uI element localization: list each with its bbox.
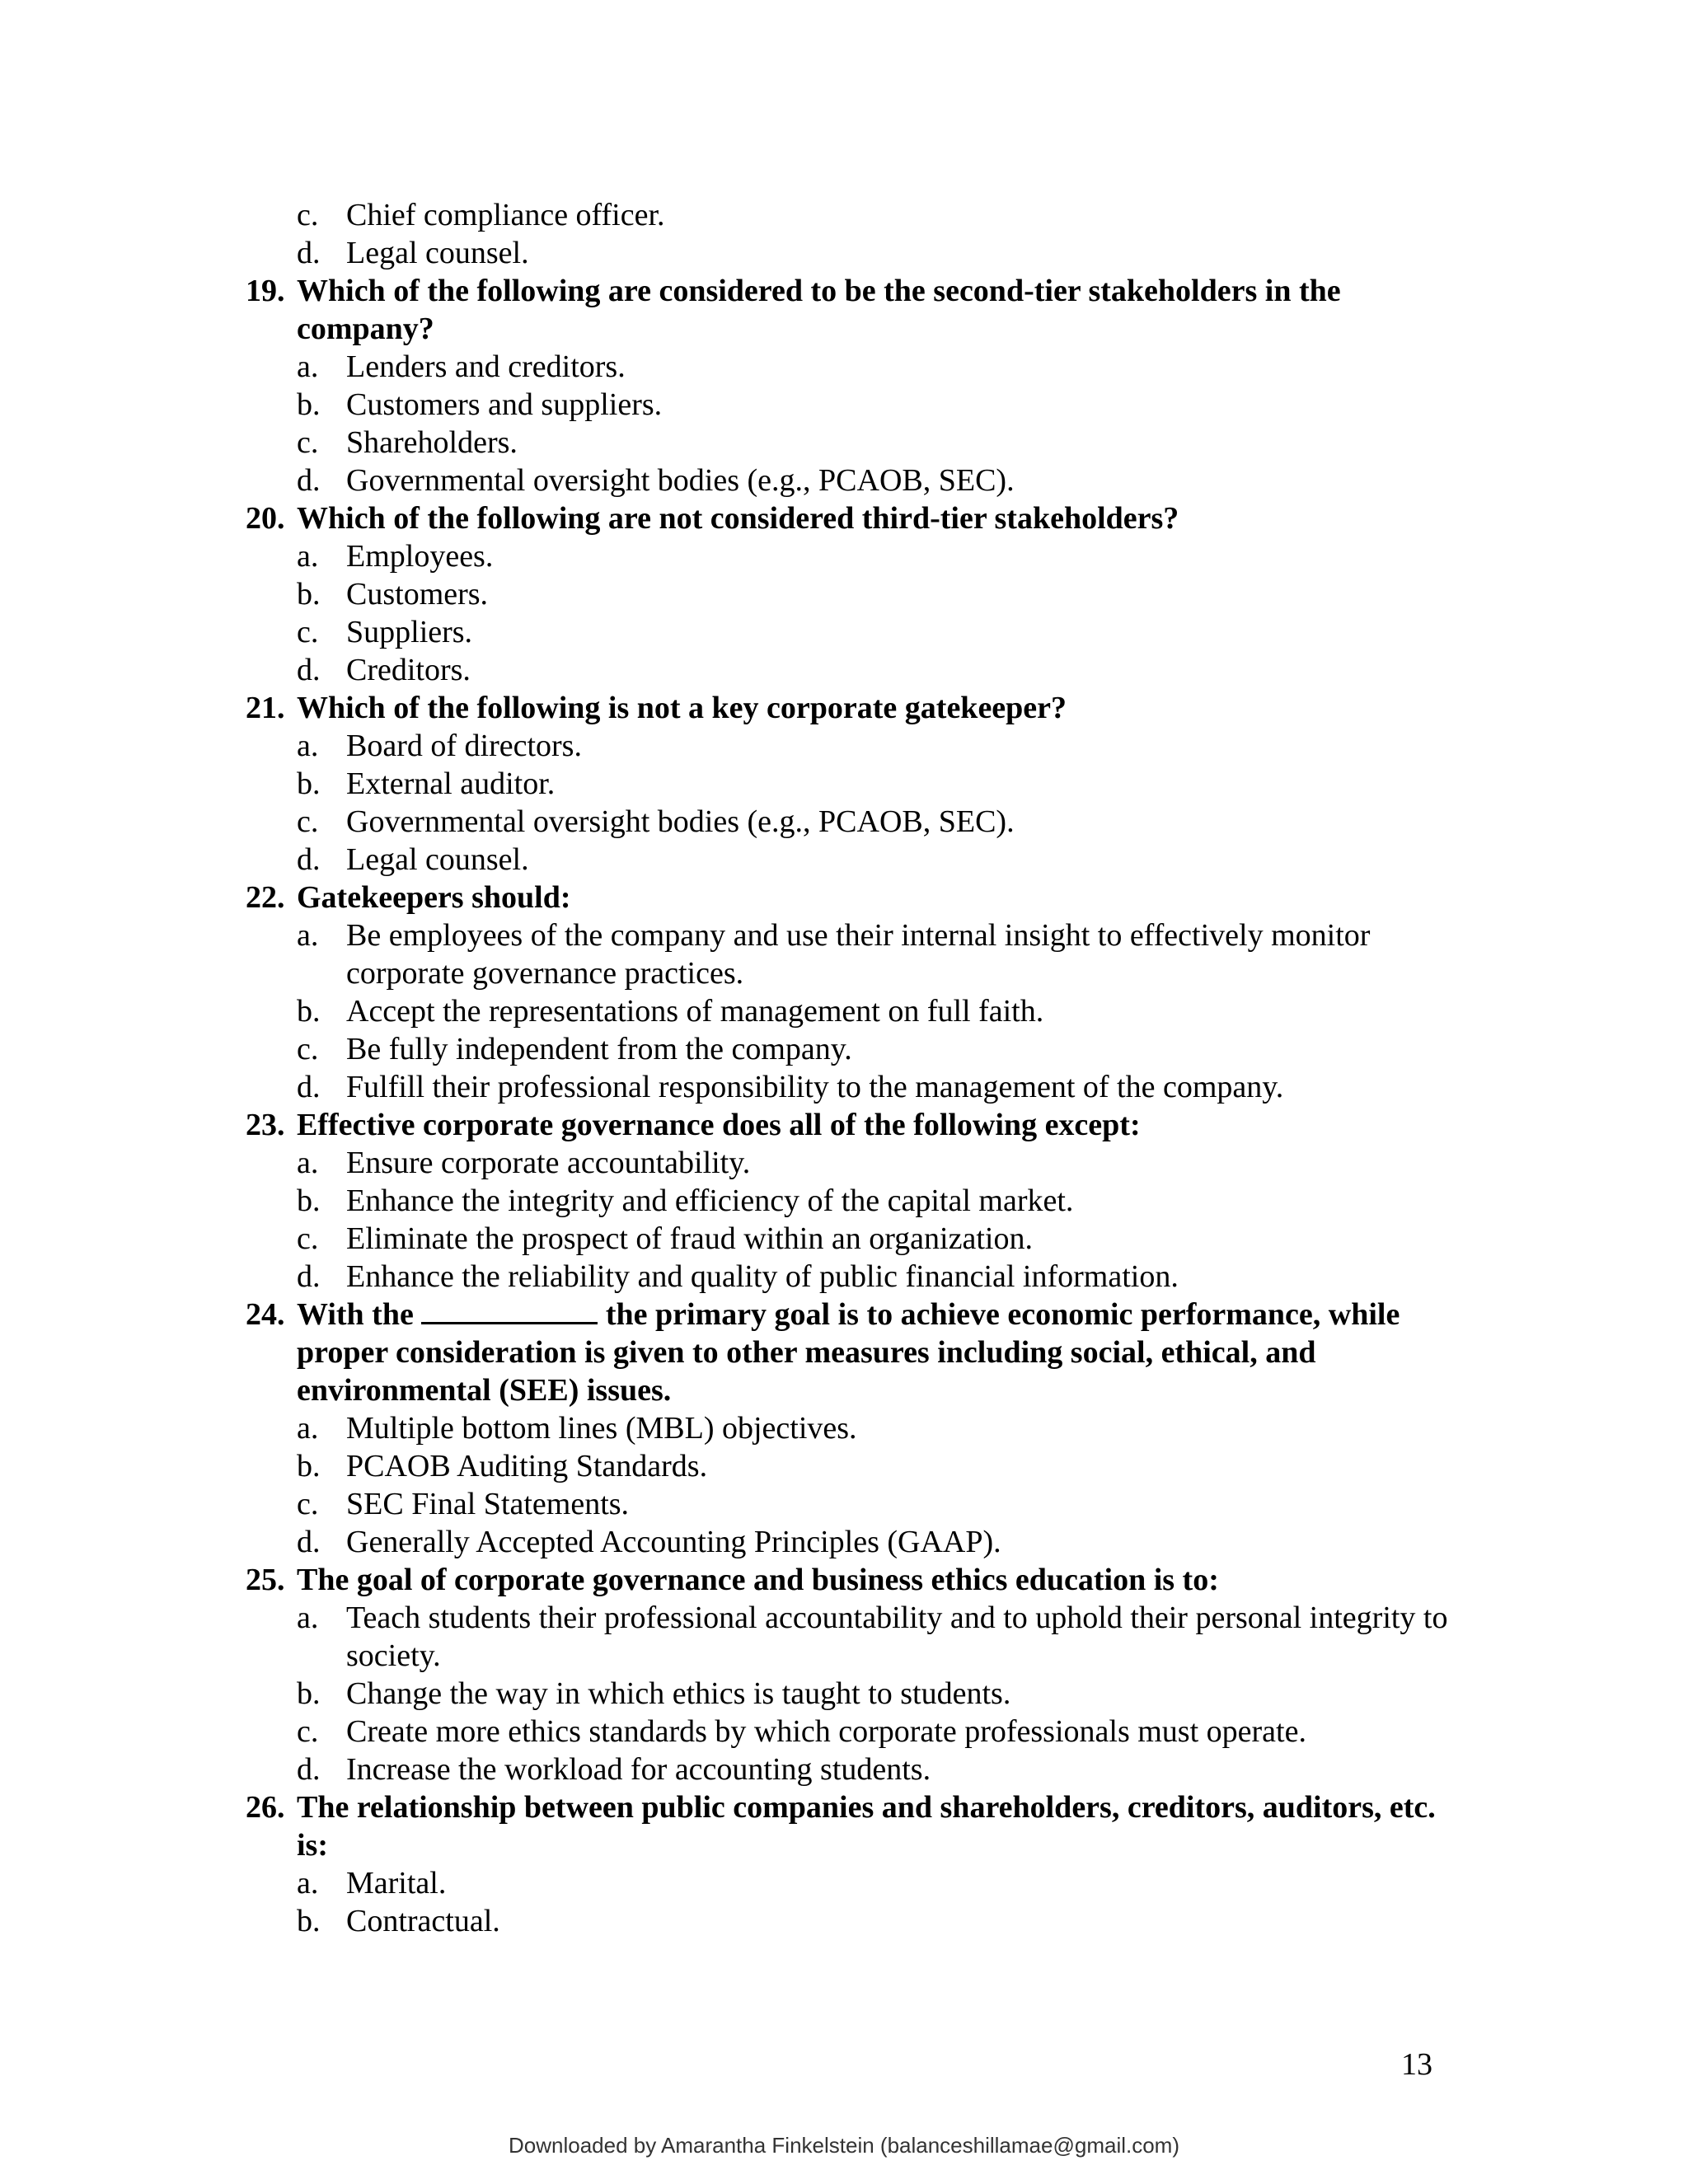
- option-letter: c.: [297, 615, 319, 649]
- question-text-after-blank: the primary goal is to achieve economic performance, while proper consideration is given to other measures including social, ethical, and environmental (SEE) issues.: [297, 1297, 1400, 1408]
- option-item: [246, 803, 1457, 841]
- question-text-before-blank: With the: [297, 1297, 414, 1332]
- question-text: Which of the following are considered to be the second-tier stakeholders in the company?: [297, 274, 1341, 346]
- question-text: The relationship between public companies and shareholders, creditors, auditors, etc. is:: [297, 1790, 1436, 1863]
- question-25: [246, 1561, 1457, 1599]
- option-item: [246, 234, 1457, 272]
- option-text: Employees.: [346, 539, 494, 574]
- option-text: Eliminate the prospect of fraud within an organization.: [346, 1221, 1033, 1256]
- option-item: [246, 1599, 1457, 1675]
- option-letter: c.: [297, 1487, 319, 1521]
- question-text: The goal of corporate governance and business ethics education is to:: [297, 1563, 1219, 1597]
- question-number: 23.: [246, 1108, 285, 1142]
- option-text: Governmental oversight bodies (e.g., PCAOB, SEC).: [346, 463, 1015, 498]
- option-text: Increase the workload for accounting students.: [346, 1752, 931, 1787]
- option-item: [246, 1713, 1457, 1750]
- option-letter: d.: [297, 1070, 321, 1104]
- option-item: [246, 1220, 1457, 1258]
- option-letter: d.: [297, 1259, 321, 1294]
- option-text: Change the way in which ethics is taught to students.: [346, 1676, 1011, 1711]
- option-text: Legal counsel.: [346, 842, 529, 877]
- question-text: Effective corporate governance does all of the following except:: [297, 1108, 1141, 1142]
- option-letter: a.: [297, 349, 319, 384]
- option-letter: c.: [297, 804, 319, 839]
- option-letter: b.: [297, 1449, 321, 1483]
- option-letter: b.: [297, 766, 321, 801]
- option-text: Teach students their professional accountability and to uphold their personal integrity to society.: [346, 1601, 1448, 1673]
- option-letter: d.: [297, 463, 321, 498]
- question-text: Which of the following is not a key corporate gatekeeper?: [297, 691, 1067, 725]
- option-text: Enhance the integrity and efficiency of the capital market.: [346, 1183, 1074, 1218]
- option-letter: d.: [297, 1752, 321, 1787]
- option-letter: c.: [297, 1221, 319, 1256]
- option-text: PCAOB Auditing Standards.: [346, 1449, 708, 1483]
- option-item: [246, 1447, 1457, 1485]
- option-letter: a.: [297, 1601, 319, 1635]
- option-item: [246, 727, 1457, 765]
- option-letter: a.: [297, 729, 319, 763]
- option-text: Multiple bottom lines (MBL) objectives.: [346, 1411, 857, 1446]
- question-number: 20.: [246, 501, 285, 536]
- question-21: [246, 689, 1457, 727]
- option-text: Shareholders.: [346, 425, 518, 460]
- option-letter: a.: [297, 1411, 319, 1446]
- option-item: [246, 765, 1457, 803]
- question-number: 21.: [246, 691, 285, 725]
- option-letter: b.: [297, 1183, 321, 1218]
- question-22: [246, 879, 1457, 916]
- option-text: Fulfill their professional responsibility to the management of the company.: [346, 1070, 1284, 1104]
- question-19: [246, 272, 1457, 348]
- option-text: Customers.: [346, 577, 489, 612]
- option-text: Lenders and creditors.: [346, 349, 626, 384]
- question-text: Which of the following are not considered third-tier stakeholders?: [297, 501, 1179, 536]
- option-text: Legal counsel.: [346, 236, 529, 270]
- option-text: Accept the representations of management on full faith.: [346, 994, 1044, 1029]
- page-content: [246, 196, 1457, 1940]
- option-item: [246, 1750, 1457, 1788]
- option-letter: d.: [297, 653, 321, 687]
- question-number: 26.: [246, 1790, 285, 1825]
- option-text: Governmental oversight bodies (e.g., PCAOB, SEC).: [346, 804, 1015, 839]
- question-text: Gatekeepers should:: [297, 880, 571, 915]
- option-item: [246, 1864, 1457, 1902]
- question-24: [246, 1296, 1457, 1409]
- option-item: [246, 386, 1457, 424]
- option-letter: b.: [297, 1904, 321, 1938]
- option-item: [246, 651, 1457, 689]
- option-item: [246, 462, 1457, 499]
- option-item: [246, 1523, 1457, 1561]
- option-letter: a.: [297, 1146, 319, 1180]
- option-item: [246, 1902, 1457, 1940]
- option-letter: d.: [297, 842, 321, 877]
- option-item: [246, 1030, 1457, 1068]
- option-letter: c.: [297, 425, 319, 460]
- option-text: Create more ethics standards by which corporate professionals must operate.: [346, 1714, 1306, 1749]
- option-item: [246, 613, 1457, 651]
- option-item: [246, 992, 1457, 1030]
- question-26: [246, 1788, 1457, 1864]
- option-text: Suppliers.: [346, 615, 473, 649]
- download-footer: Downloaded by Amarantha Finkelstein (balanceshillamae@gmail.com): [508, 2133, 1179, 2158]
- option-text: Enhance the reliability and quality of public financial information.: [346, 1259, 1179, 1294]
- option-letter: a.: [297, 918, 319, 953]
- question-number: 24.: [246, 1297, 285, 1332]
- page-number: 13: [1401, 2047, 1432, 2082]
- option-text: Creditors.: [346, 653, 471, 687]
- option-text: Contractual.: [346, 1904, 500, 1938]
- option-text: Board of directors.: [346, 729, 582, 763]
- option-text: Be employees of the company and use their internal insight to effectively monitor corporate governance practices.: [346, 918, 1371, 991]
- option-text: Chief compliance officer.: [346, 198, 665, 232]
- question-23: [246, 1106, 1457, 1144]
- option-text: Generally Accepted Accounting Principles (GAAP).: [346, 1525, 1001, 1559]
- option-letter: c.: [297, 1032, 319, 1066]
- option-item: [246, 1182, 1457, 1220]
- option-letter: d.: [297, 236, 321, 270]
- option-item: [246, 841, 1457, 879]
- option-item: [246, 575, 1457, 613]
- option-item: [246, 1068, 1457, 1106]
- fill-in-blank: [421, 1297, 598, 1324]
- option-item: [246, 1409, 1457, 1447]
- option-text: Customers and suppliers.: [346, 387, 663, 422]
- option-item: [246, 196, 1457, 234]
- option-text: SEC Final Statements.: [346, 1487, 630, 1521]
- option-item: [246, 1144, 1457, 1182]
- question-number: 22.: [246, 880, 285, 915]
- option-letter: c.: [297, 1714, 319, 1749]
- option-letter: d.: [297, 1525, 321, 1559]
- question-number: 25.: [246, 1563, 285, 1597]
- option-text: Marital.: [346, 1866, 447, 1900]
- option-item: [246, 1485, 1457, 1523]
- option-item: [246, 424, 1457, 462]
- option-item: [246, 916, 1457, 992]
- option-text: External auditor.: [346, 766, 556, 801]
- option-item: [246, 348, 1457, 386]
- option-text: Be fully independent from the company.: [346, 1032, 852, 1066]
- option-letter: c.: [297, 198, 319, 232]
- option-letter: a.: [297, 539, 319, 574]
- option-item: [246, 537, 1457, 575]
- question-text: [246, 1296, 1457, 1409]
- option-letter: b.: [297, 994, 321, 1029]
- option-letter: b.: [297, 387, 321, 422]
- option-item: [246, 1258, 1457, 1296]
- question-number: 19.: [246, 274, 285, 308]
- option-letter: b.: [297, 1676, 321, 1711]
- option-item: [246, 1675, 1457, 1713]
- option-letter: b.: [297, 577, 321, 612]
- option-letter: a.: [297, 1866, 319, 1900]
- question-20: [246, 499, 1457, 537]
- option-text: Ensure corporate accountability.: [346, 1146, 751, 1180]
